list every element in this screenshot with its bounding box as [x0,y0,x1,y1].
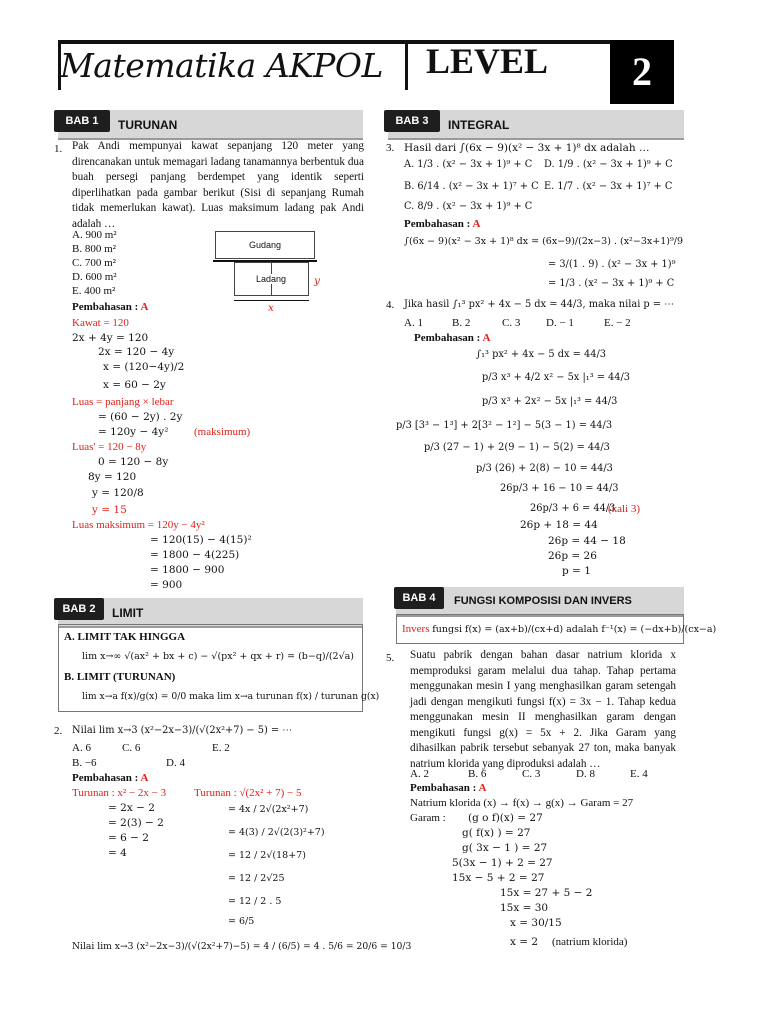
q5-step: x = 2 [510,936,539,948]
invers-formula [402,622,716,637]
q4-step-note: (kali 3) [608,503,641,515]
q2-right-step: = 12 / 2 . 5 [228,896,282,907]
q3-step: = 3/(1 . 9) . (x² − 3x + 1)⁹ [548,259,676,270]
q4-option: B. 2 [452,317,471,329]
q1-step: = 1800 − 4(225) [150,549,240,561]
q1-step: Luas' = 120 − 8y [72,441,147,453]
header-mid-bracket [405,40,408,90]
invers-formula-text: fungsi f(x) = (ax+b)/(cx+d) adalah f⁻¹(x) = (−dx+b)/(cx−a) [432,624,717,635]
q2-option: B. −6 [72,757,97,769]
q1-step: 0 = 120 − 8y [98,456,169,468]
q1-step: Luas maksimum = 120y − 4y² [72,519,205,531]
q4-step: p = 1 [562,565,591,577]
q3-option: C. 8/9 . (x² − 3x + 1)⁹ + C [404,201,533,212]
q3-text: Hasil dari ∫(6x − 9)(x² − 3x + 1)⁸ dx adalah … [404,142,650,154]
q3-option: E. 1/7 . (x² − 3x + 1)⁷ + C [544,181,673,192]
q5-pembahasan [410,781,486,795]
q2-left-step: = 6 − 2 [108,832,149,844]
q5-pembahasan-label: Pembahasan : [410,782,477,794]
q1-step: x = (120−4y)/2 [103,361,185,373]
page-title: Matematika AKPOL [60,46,383,85]
q3-step: = 1/3 . (x² − 3x + 1)⁹ + C [548,278,675,289]
q1-options [72,228,117,298]
q3-step: ∫(6x − 9)(x² − 3x + 1)⁸ dx = (6x−9)/(2x−3) . (x²−3x+1)⁹/9 [404,236,683,247]
header-top-rule [58,40,674,44]
bab4-title: FUNGSI KOMPOSISI DAN INVERS [454,595,632,607]
q1-pembahasan-label: Pembahasan : [72,301,139,313]
q1-figure-x-label: x [268,302,274,314]
q2-pembahasan-label: Pembahasan : [72,772,139,784]
q1-step: = 900 [150,579,183,591]
q4-pembahasan-label: Pembahasan : [414,332,481,344]
q1-step: = 120y − 4y² [98,426,169,438]
q1-step: Kawat = 120 [72,317,129,329]
q3-pembahasan-label: Pembahasan : [404,218,471,230]
q5-step-note: (natrium klorida) [552,936,628,948]
q3-option: D. 1/9 . (x² − 3x + 1)⁹ + C [544,159,673,170]
q1-answer: A [140,301,149,313]
q5-text: Suatu pabrik dengan bahan dasar natrium klorida x memproduksi garam melalui dua tahap. Tahap pertama menggunakan mesin I yang menghasilkan garam setengah jadi dengan mengikuti fungsi f(x) = 3x − 1. Tahap kedua menggunakan mesin II menghasilkan garam dengan mengikuti fungsi g(x) = 5x + 2. Jika Garam yang dihasilkan pabrik tersebut sebanyak 27 ton, maka banyak natrium klorida yang diproduksi adalah … [410,649,676,770]
q2-right-step: = 4x / 2√(2x²+7) [228,804,309,815]
limit-a-label: A. LIMIT TAK HINGGA [64,631,186,643]
bab1-tag: BAB 1 [54,110,110,132]
limit-b-formula: lim x→a f(x)/g(x) = 0/0 maka lim x→a turunan f(x) / turunan g(x) [82,691,380,702]
q4-option: C. 3 [502,317,521,329]
q1-pembahasan [72,300,148,314]
q5-option: B. 6 [468,768,487,780]
q5-answer: A [478,782,487,794]
q1-step: = (60 − 2y) . 2y [98,411,183,423]
q4-step: 26p = 44 − 18 [548,535,626,547]
q2-final: Nilai lim x→3 (x²−2x−3)/(√(2x²+7)−5) = 4 / (6/5) = 4 . 5/6 = 20/6 = 10/3 [72,941,412,952]
q4-option: A. 1 [404,317,423,329]
q4-option: D. − 1 [546,317,574,329]
q1-step-note: (maksimum) [194,426,251,438]
q2-left-head: Turunan : x² − 2x − 3 [72,787,167,799]
q1-text: Pak Andi mempunyai kawat sepanjang 120 meter yang direncanakan untuk memagari ladang tanamannya berbentuk dua buah persegi panjang berdempet yang identik seperti diperlihatkan pada gambar berikut (Sisi di sepanjang Rumah tidak memerlukan kawat). Luas maksimum ladang pak Andi adalah … [72,140,364,230]
q5-step: 5(3x − 1) + 2 = 27 [452,857,553,869]
q5-chain: Natrium klorida (x) → f(x) → g(x) → Garam = 27 [410,797,634,809]
level-label: LEVEL [426,41,549,81]
q1-step: 2x = 120 − 4y [98,346,175,358]
q1-step: = 120(15) − 4(15)² [150,534,252,546]
q2-left-step: = 2(3) − 2 [108,817,164,829]
q2-option: E. 2 [212,742,230,754]
limit-a-formula: lim x→∞ √(ax² + bx + c) − √(px² + qx + r) = (b−q)/(2√a) [82,651,355,662]
q4-step: 26p + 18 = 44 [520,519,598,531]
q1-figure-ladang-label: Ladang [256,274,287,284]
q4-text: Jika hasil ∫₁³ px² + 4x − 5 dx = 44/3, maka nilai p = ⋯ [404,299,674,310]
q2-right-head: Turunan : √(2x² + 7) − 5 [194,787,302,799]
q5-step: x = 30/15 [510,917,562,929]
q2-answer: A [140,772,149,784]
q4-answer: A [482,332,491,344]
q4-step: 26p/3 + 16 − 10 = 44/3 [500,483,619,494]
q1-number: 1. [54,143,63,155]
q3-pembahasan [404,217,480,231]
q3-number: 3. [386,142,395,154]
q1-step: Luas = panjang × lebar [72,396,174,408]
limit-b-label: B. LIMIT (TURUNAN) [64,671,176,683]
q1-step: y = 15 [92,504,127,516]
q3-option: B. 6/14 . (x² − 3x + 1)⁷ + C [404,181,539,192]
q5-step: 15x = 27 + 5 − 2 [500,887,593,899]
q4-step: p/3 (26) + 2(8) − 10 = 44/3 [476,463,613,474]
q1-option-b: B. 800 m² [72,243,116,255]
q1-option-c: C. 700 m² [72,257,116,269]
q5-step: 15x − 5 + 2 = 27 [452,872,545,884]
q5-option: D. 8 [576,768,595,780]
q2-right-step: = 12 / 2√25 [228,873,285,884]
q1-step: 8y = 120 [88,471,137,483]
q2-right-step: = 6/5 [228,916,255,927]
bab2-title: LIMIT [112,606,144,620]
q4-step: ∫₁³ px² + 4x − 5 dx = 44/3 [476,349,607,360]
q5-step: 15x = 30 [500,902,549,914]
q5-number: 5. [386,652,395,664]
q4-step: p/3 x³ + 4/2 x² − 5x |₁³ = 44/3 [482,372,631,383]
q1-option-d: D. 600 m² [72,271,117,283]
q2-option: A. 6 [72,742,91,754]
q2-left-step: = 2x − 2 [108,802,155,814]
q3-option: A. 1/3 . (x² − 3x + 1)⁹ + C [404,159,533,170]
q5-option: E. 4 [630,768,648,780]
q1-figure-y-label: y [314,275,320,287]
q3-answer: A [472,218,481,230]
q5-step: g( 3x − 1 ) = 27 [462,842,548,854]
q2-option: C. 6 [122,742,141,754]
q2-right-step: = 4(3) / 2√(2(3)²+7) [228,827,325,838]
q4-pembahasan [414,331,490,345]
q4-step: p/3 (27 − 1) + 2(9 − 1) − 5(2) = 44/3 [424,442,610,453]
q2-pembahasan [72,771,148,785]
bab3-title: INTEGRAL [448,118,510,132]
bab1-title: TURUNAN [118,118,178,132]
q4-number: 4. [386,299,395,311]
q2-option: D. 4 [166,757,185,769]
bab4-tag: BAB 4 [394,587,444,609]
level-number: 2 [610,40,674,104]
q5-garam-label: Garam : [410,812,446,824]
q5-option: A. 2 [410,768,429,780]
q1-option-e: E. 400 m² [72,285,116,297]
q2-text: Nilai lim x→3 (x²−2x−3)/(√(2x²+7) − 5) = ⋯ [72,725,293,736]
invers-word: Invers [402,623,430,635]
bab3-tag: BAB 3 [384,110,440,132]
q2-right-step: = 12 / 2√(18+7) [228,850,306,861]
q1-step: = 1800 − 900 [150,564,225,576]
q1-step: 2x + 4y = 120 [72,332,149,344]
q4-step: p/3 [3³ − 1³] + 2[3² − 1²] − 5(3 − 1) = 44/3 [396,420,613,431]
q4-option: E. − 2 [604,317,631,329]
q2-number: 2. [54,725,63,737]
q1-figure-gudang-label: Gudang [248,240,282,250]
q5-option: C. 3 [522,768,541,780]
bab2-tag: BAB 2 [54,598,104,620]
q4-step: 26p/3 + 6 = 44/3 [530,503,616,514]
q1-option-a: A. 900 m² [72,229,117,241]
q5-step: g( f(x) ) = 27 [462,827,531,839]
q2-left-step: = 4 [108,847,127,859]
q1-step: x = 60 − 2y [103,379,166,391]
q1-figure-x-line [234,300,309,301]
q1-step: y = 120/8 [92,487,144,499]
q4-step: p/3 x³ + 2x² − 5x |₁³ = 44/3 [482,396,618,407]
q5-step: (g o f)(x) = 27 [468,812,543,824]
q4-step: 26p = 26 [548,550,597,562]
